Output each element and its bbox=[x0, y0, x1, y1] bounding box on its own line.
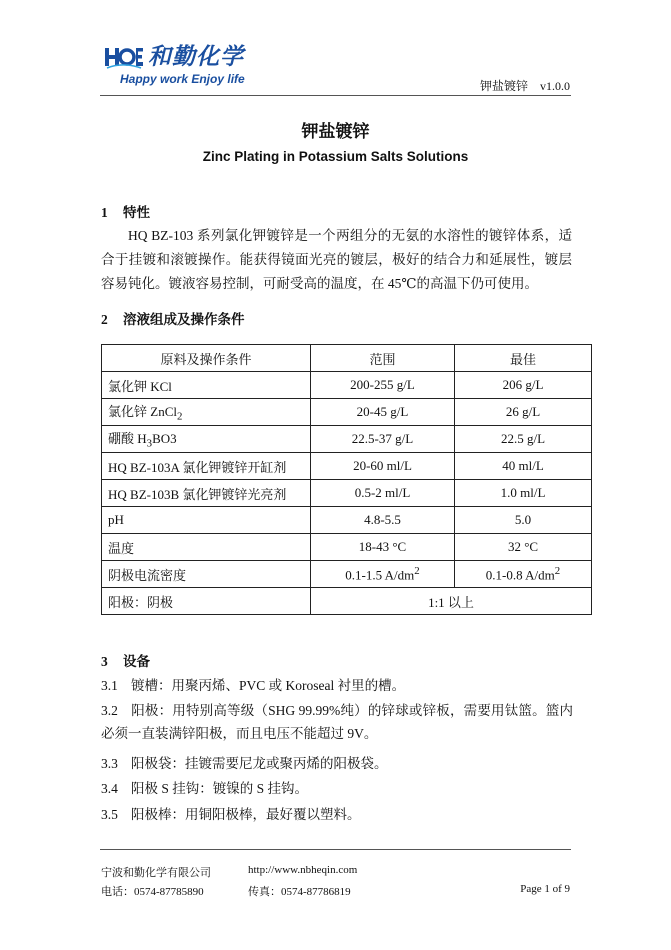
properties-text: HQ BZ-103 系列氯化钾镀锌是一个两组分的无氨的水溶性的镀锌体系，适合于挂镀和滚镀操作。能获得镜面光亮的镀层，极好的结合力和延展性，镀层容易钝化。镀液容易控制，可耐受高的温度，在 45℃的高温下仍可使用。 bbox=[101, 228, 572, 291]
section-title: 特性 bbox=[123, 205, 150, 221]
table-cell-name: 温度 bbox=[102, 534, 311, 561]
table-cell-merged: 1:1 以上 bbox=[311, 588, 592, 615]
table-row bbox=[102, 453, 592, 480]
table-cell-name: 阳极：阴极 bbox=[102, 588, 311, 615]
header-doc-label: 钾盐镀锌 bbox=[479, 79, 528, 93]
table-row bbox=[102, 399, 592, 426]
equipment-item: 3.4 阳极 S 挂钩：镀镍的 S 挂钩。 bbox=[101, 781, 309, 796]
page-subtitle: Zinc Plating in Potassium Salts Solutions bbox=[202, 149, 469, 164]
table-cell-range: 4.8-5.5 bbox=[311, 507, 455, 534]
table-header-cell: 原料及操作条件 bbox=[102, 345, 311, 372]
table-row bbox=[102, 426, 592, 453]
table-cell-name: pH bbox=[102, 507, 311, 534]
footer-company: 宁波和勤化学有限公司 bbox=[101, 867, 211, 879]
section-title: 溶液组成及操作条件 bbox=[123, 312, 245, 328]
table-cell-name: 阴极电流密度 bbox=[102, 561, 311, 588]
section-heading-properties bbox=[101, 201, 150, 221]
company-slogan: Happy work Enjoy life bbox=[120, 72, 245, 86]
table-cell-name: 氯化钾 KCl bbox=[102, 372, 311, 399]
table-row bbox=[102, 507, 592, 534]
footer-page-number: Page 1 of 9 bbox=[520, 883, 570, 895]
equipment-item: 3.5 阳极棒：用铜阳极棒，最好覆以塑料。 bbox=[101, 807, 361, 822]
table-row bbox=[102, 372, 592, 399]
footer-phone: 电话：0574-87785890 bbox=[101, 886, 204, 898]
table-row bbox=[102, 480, 592, 507]
table-cell-best: 26 g/L bbox=[455, 399, 592, 426]
table-header-cell: 范围 bbox=[311, 345, 455, 372]
table-cell-name: HQ BZ-103A 氯化钾镀锌开缸剂 bbox=[102, 453, 311, 480]
page-title: 钾盐镀锌 bbox=[301, 122, 370, 142]
header-version: v1.0.0 bbox=[540, 79, 570, 93]
footer-url[interactable]: http://www.nbheqin.com bbox=[248, 864, 358, 876]
table-cell-best: 206 g/L bbox=[455, 372, 592, 399]
section-number: 2 bbox=[101, 312, 108, 327]
table-cell-range: 22.5-37 g/L bbox=[311, 426, 455, 453]
table-cell-best: 22.5 g/L bbox=[455, 426, 592, 453]
table-row bbox=[102, 561, 592, 588]
table-cell-name: 氯化锌 ZnCl$_2$ bbox=[102, 399, 311, 426]
table-cell-best: 32 °C bbox=[455, 534, 592, 561]
table-row bbox=[102, 588, 592, 615]
company-logo-text: 和勤化学 bbox=[148, 44, 244, 70]
table-cell-best: 1.0 ml/L bbox=[455, 480, 592, 507]
table-cell-range: 200-255 g/L bbox=[311, 372, 455, 399]
table-cell-range: 18-43 °C bbox=[311, 534, 455, 561]
table-cell-best: 5.0 bbox=[455, 507, 592, 534]
table-cell-range: 0.1-1.5 $A/dm^2$ bbox=[311, 561, 455, 588]
table-cell-range: 20-60 ml/L bbox=[311, 453, 455, 480]
table-cell-name: 硼酸 $H_3BO3$ bbox=[102, 426, 311, 453]
table-header-row bbox=[102, 345, 592, 372]
equipment-item: 3.3 阳极袋：挂镀需要尼龙或聚丙烯的阳极袋。 bbox=[101, 756, 388, 771]
table-header-cell: 最佳 bbox=[455, 345, 592, 372]
footer-divider bbox=[100, 849, 571, 850]
table-cell-best: 40 ml/L bbox=[455, 453, 592, 480]
table-cell-best: 0.1-0.8 $A/dm^2$ bbox=[455, 561, 592, 588]
section-number: 1 bbox=[101, 205, 108, 220]
footer-fax: 传真：0574-87786819 bbox=[248, 886, 351, 898]
company-logo-mark bbox=[103, 44, 143, 70]
section-title: 设备 bbox=[123, 654, 150, 670]
table-row bbox=[102, 534, 592, 561]
table-cell-name: HQ BZ-103B 氯化钾镀锌光亮剂 bbox=[102, 480, 311, 507]
header-doc-info bbox=[480, 77, 570, 94]
section-heading-equipment bbox=[101, 650, 150, 670]
section-number: 3 bbox=[101, 654, 108, 669]
equipment-item: 3.2 阳极：用特别高等级（SHG 99.99%纯）的锌球或锌板，需要用钛篮。篮内必须一直装满锌阳极，而且电压不能超过 9V。 bbox=[101, 703, 573, 741]
equipment-item: 3.1 镀槽：用聚丙烯、PVC 或 Koroseal 衬里的槽。 bbox=[101, 678, 406, 693]
properties-paragraph bbox=[101, 224, 572, 296]
table-cell-range: 20-45 g/L bbox=[311, 399, 455, 426]
header-divider bbox=[100, 95, 571, 96]
section-heading-solution bbox=[101, 308, 245, 328]
solution-composition-table bbox=[101, 344, 592, 615]
table-cell-range: 0.5-2 ml/L bbox=[311, 480, 455, 507]
